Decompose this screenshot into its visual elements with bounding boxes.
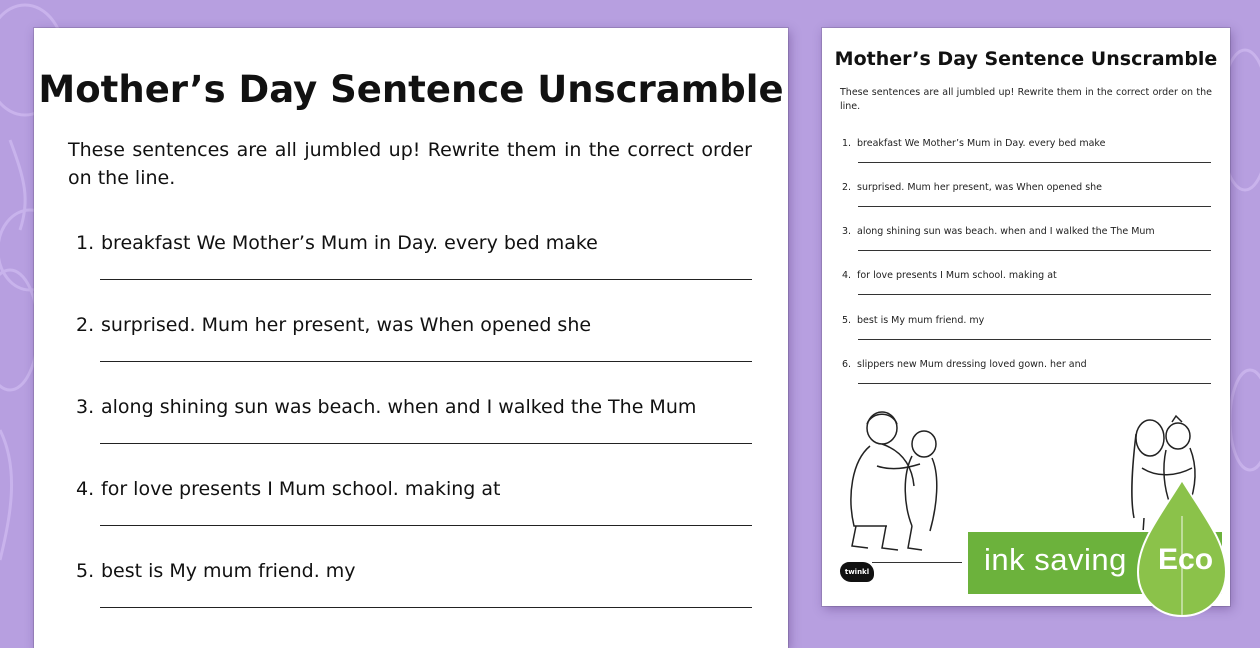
answer-line <box>858 339 1211 340</box>
scrambled-sentence: breakfast We Mother’s Mum in Day. every bed make <box>857 138 1106 149</box>
scrambled-sentence: breakfast We Mother’s Mum in Day. every bed make <box>101 232 598 254</box>
list-item <box>76 396 752 446</box>
answer-line <box>858 250 1211 251</box>
item-number: 4. <box>76 478 95 500</box>
list-item <box>842 270 1211 296</box>
eco-label: Eco <box>1158 543 1214 576</box>
scrambled-sentence: for love presents I Mum school. making at <box>857 270 1057 281</box>
item-number: 5. <box>76 560 95 582</box>
item-number: 6. <box>842 359 852 370</box>
scrambled-sentence: for love presents I Mum school. making at <box>101 478 501 500</box>
answer-line[interactable] <box>100 361 752 362</box>
answer-line[interactable] <box>100 279 752 280</box>
list-item <box>842 315 1211 341</box>
answer-line <box>858 294 1211 295</box>
twinkl-logo: twinkl <box>840 562 874 582</box>
scrambled-sentence: surprised. Mum her present, was When opened she <box>101 314 592 336</box>
answer-line[interactable] <box>100 607 752 608</box>
item-number: 2. <box>842 182 852 193</box>
scrambled-sentence: along shining sun was beach. when and I walked the The Mum <box>857 226 1155 237</box>
list-item <box>76 314 752 364</box>
grandmother-hugging-child-icon <box>842 406 952 556</box>
ink-saving-text: ink saving <box>984 542 1127 577</box>
list-item <box>76 560 752 610</box>
worksheet-instructions: These sentences are all jumbled up! Rewrite them in the correct order on the line. <box>68 139 752 189</box>
list-item <box>76 478 752 528</box>
scrambled-sentence: along shining sun was beach. when and I walked the The Mum <box>101 396 697 418</box>
answer-line[interactable] <box>100 443 752 444</box>
list-item <box>842 138 1211 164</box>
scrambled-sentence: slippers new Mum dressing loved gown. her and <box>857 359 1087 370</box>
worksheet-title: Mother’s Day Sentence Unscramble <box>38 68 784 111</box>
worksheet-large-view <box>34 28 788 648</box>
scrambled-sentence: best is My mum friend. my <box>857 315 985 326</box>
item-number: 4. <box>842 270 852 281</box>
list-item <box>842 359 1211 385</box>
list-item <box>842 182 1211 208</box>
answer-line <box>858 162 1211 163</box>
item-number: 1. <box>842 138 852 149</box>
item-number: 1. <box>76 232 95 254</box>
list-item <box>842 226 1211 252</box>
preview-instructions: These sentences are all jumbled up! Rewrite them in the correct order on the line. <box>840 87 1212 112</box>
answer-line <box>858 383 1211 384</box>
item-number: 3. <box>842 226 852 237</box>
item-number: 5. <box>842 315 852 326</box>
scrambled-sentence: best is My mum friend. my <box>101 560 356 582</box>
item-number: 3. <box>76 396 95 418</box>
preview-title: Mother’s Day Sentence Unscramble <box>834 48 1218 70</box>
item-number: 2. <box>76 314 95 336</box>
footer-divider <box>872 562 962 563</box>
answer-line[interactable] <box>100 525 752 526</box>
answer-line <box>858 206 1211 207</box>
scrambled-sentence: surprised. Mum her present, was When opened she <box>857 182 1103 193</box>
list-item <box>76 232 752 282</box>
